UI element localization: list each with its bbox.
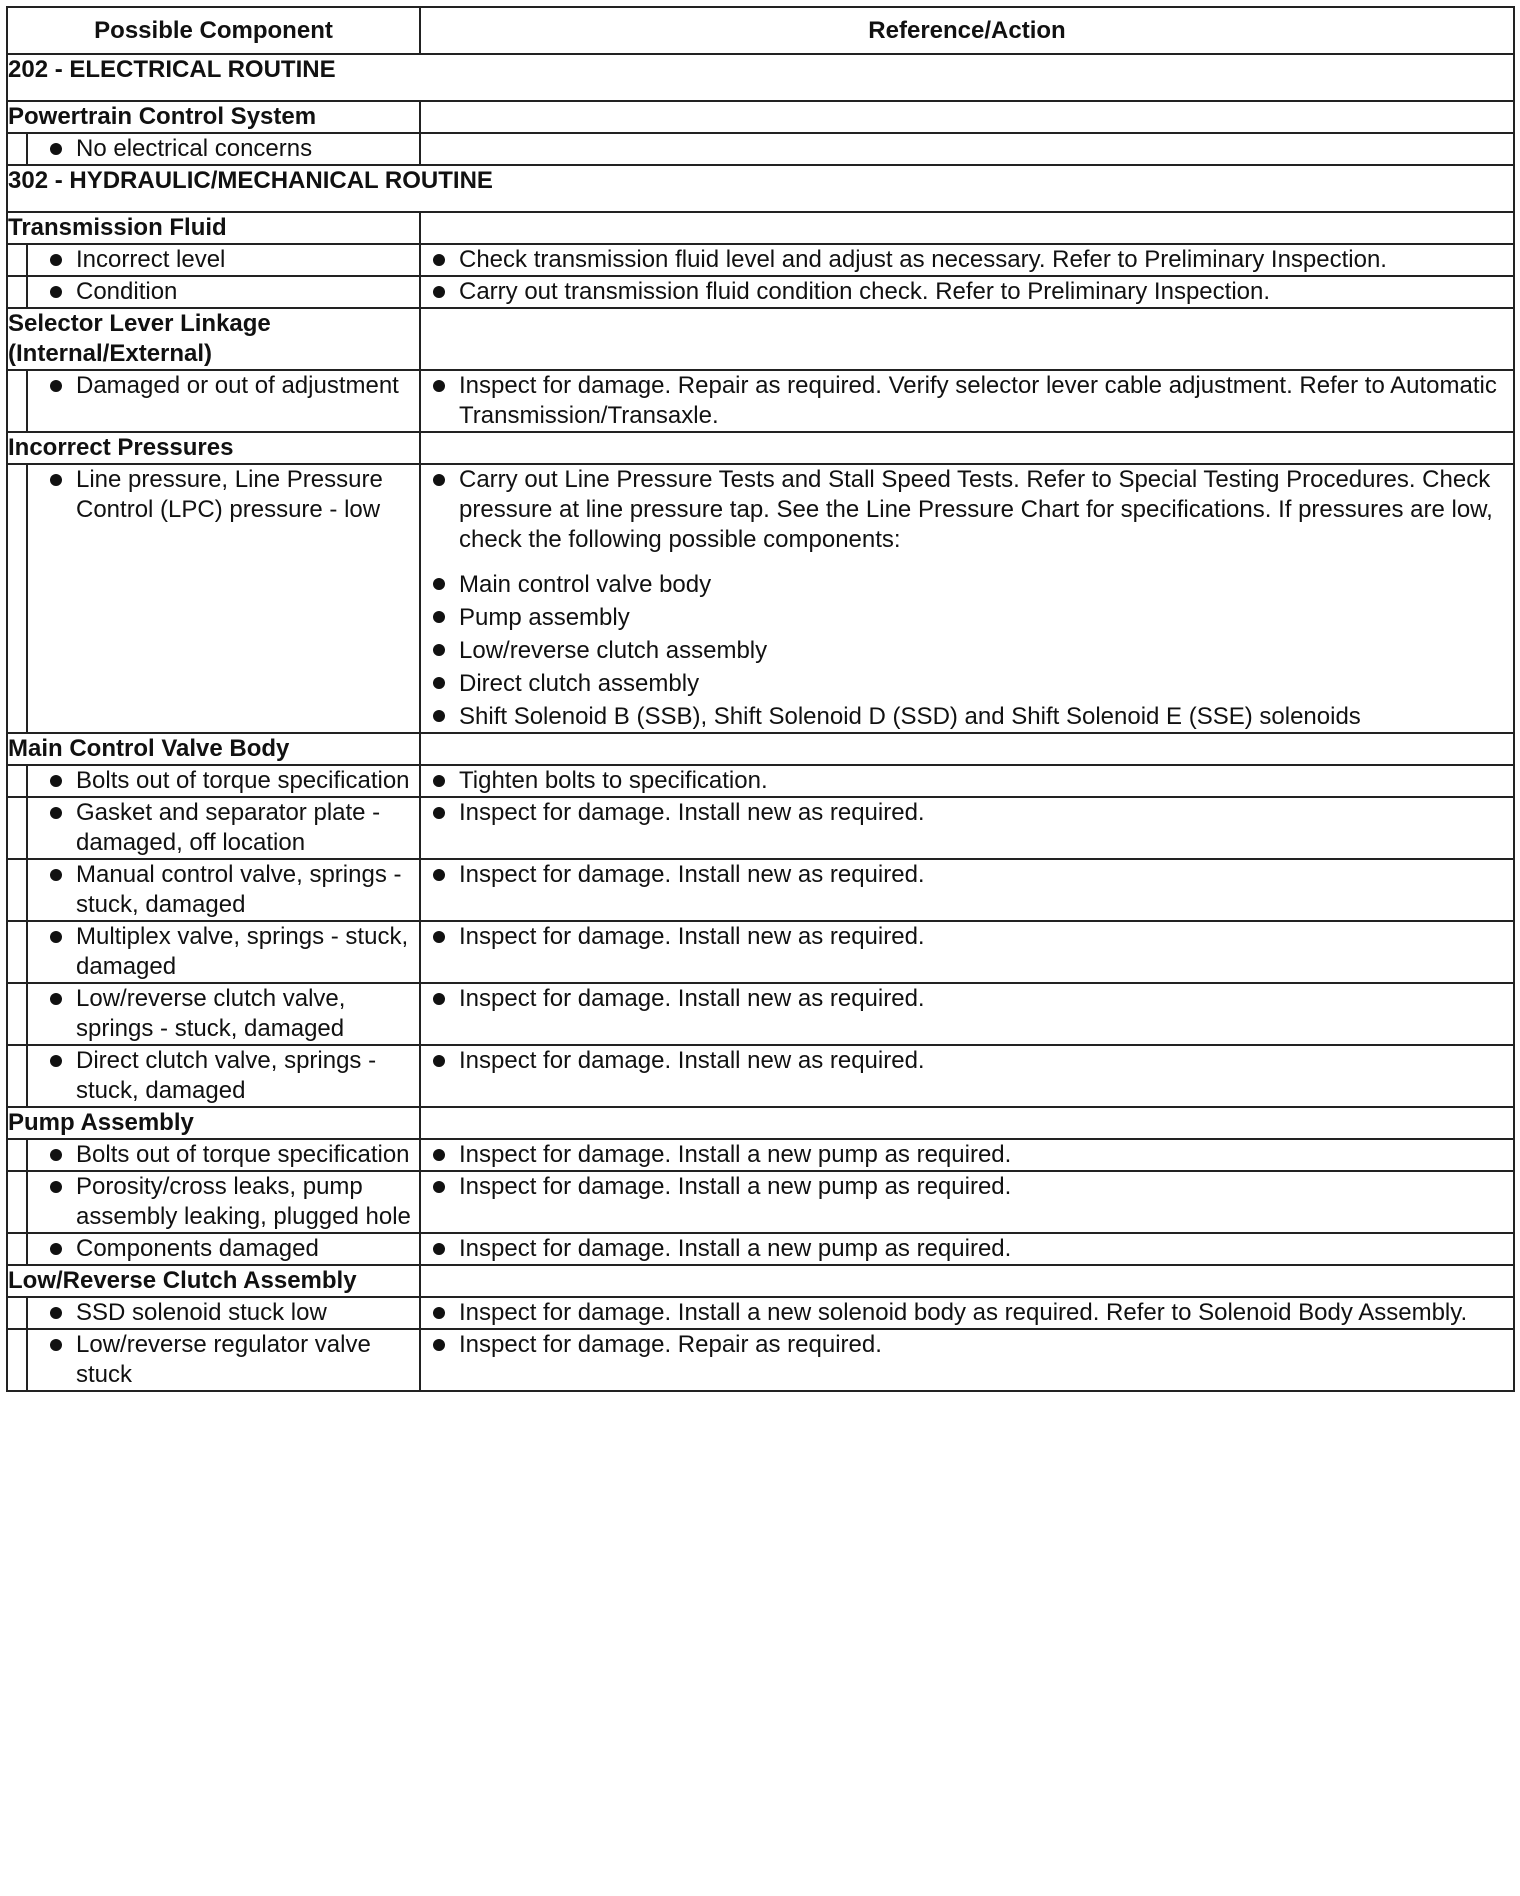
bullet-item <box>28 465 419 525</box>
action-cell <box>420 464 1514 733</box>
group-row <box>7 432 1514 464</box>
component-text: No electrical concerns <box>76 135 313 162</box>
group-heading: Selector Lever Linkage (Internal/External) <box>7 308 420 370</box>
bullet-item <box>421 1172 1513 1202</box>
component-text: Incorrect level <box>76 246 226 273</box>
action-cell <box>420 797 1514 859</box>
table-body <box>7 54 1514 1391</box>
indent-cell <box>7 133 27 165</box>
indent-cell <box>7 765 27 797</box>
table-row <box>7 1233 1514 1265</box>
bullet-item <box>421 1234 1513 1264</box>
group-row <box>7 308 1514 370</box>
bullet-item <box>421 701 1513 732</box>
action-text: Inspect for damage. Repair as required. <box>459 1331 882 1358</box>
table-row <box>7 797 1514 859</box>
bullet-icon <box>433 286 445 298</box>
bullet-icon <box>433 380 445 392</box>
component-text: Line pressure, Line Pressure Control (LPC) pressure - low <box>76 466 383 523</box>
bullet-icon <box>433 474 445 486</box>
action-cell <box>420 276 1514 308</box>
section-row <box>7 165 1514 212</box>
component-text: Manual control valve, springs - stuck, damaged <box>76 861 402 918</box>
component-cell <box>27 1045 420 1107</box>
bullet-icon <box>433 931 445 943</box>
action-text: Inspect for damage. Install a new pump as required. <box>459 1141 1012 1168</box>
table-row <box>7 464 1514 733</box>
action-cell <box>420 133 1514 165</box>
bullet-icon <box>433 1307 445 1319</box>
bullet-item <box>421 668 1513 699</box>
check-list-item: Shift Solenoid B (SSB), Shift Solenoid D (SSD) and Shift Solenoid E (SSE) solenoids <box>459 703 1361 730</box>
action-text: Inspect for damage. Install new as required. <box>459 861 925 888</box>
indent-cell <box>7 859 27 921</box>
action-text: Inspect for damage. Install new as required. <box>459 923 925 950</box>
table-row <box>7 1045 1514 1107</box>
component-cell <box>27 370 420 432</box>
bullet-item <box>28 277 419 307</box>
group-action-cell <box>420 733 1514 765</box>
header-action: Reference/Action <box>420 7 1514 54</box>
component-text: Low/reverse clutch valve, springs - stuck, damaged <box>76 985 346 1042</box>
action-cell <box>420 1297 1514 1329</box>
bullet-icon <box>433 254 445 266</box>
bullet-icon <box>433 807 445 819</box>
bullet-item <box>28 766 419 796</box>
table-row <box>7 1171 1514 1233</box>
component-text: Low/reverse regulator valve stuck <box>76 1331 371 1388</box>
component-cell <box>27 797 420 859</box>
action-text: Inspect for damage. Install a new solenoid body as required. Refer to Solenoid Body Assembly. <box>459 1299 1468 1326</box>
bullet-icon <box>433 710 445 722</box>
action-text: Check transmission fluid level and adjust as necessary. Refer to Preliminary Inspection. <box>459 246 1387 273</box>
bullet-icon <box>433 644 445 656</box>
bullet-icon <box>50 254 62 266</box>
header-row <box>7 7 1514 54</box>
group-row <box>7 212 1514 244</box>
bullet-icon <box>50 1243 62 1255</box>
component-cell <box>27 765 420 797</box>
bullet-icon <box>50 775 62 787</box>
group-heading: Pump Assembly <box>7 1107 420 1139</box>
bullet-item <box>421 766 1513 796</box>
bullet-item <box>28 1298 419 1328</box>
bullet-icon <box>50 931 62 943</box>
section-row <box>7 54 1514 101</box>
bullet-icon <box>433 993 445 1005</box>
bullet-icon <box>433 869 445 881</box>
bullet-icon <box>50 143 62 155</box>
group-action-cell <box>420 1107 1514 1139</box>
bullet-item <box>28 798 419 858</box>
component-text: Porosity/cross leaks, pump assembly leaking, plugged hole <box>76 1173 411 1230</box>
bullet-item <box>421 1046 1513 1076</box>
check-list-item: Main control valve body <box>459 571 712 598</box>
bullet-item <box>28 1140 419 1170</box>
bullet-icon <box>50 1339 62 1351</box>
component-text: Bolts out of torque specification <box>76 767 410 794</box>
action-text: Tighten bolts to specification. <box>459 767 768 794</box>
group-heading: Transmission Fluid <box>7 212 420 244</box>
bullet-icon <box>433 677 445 689</box>
component-text: Gasket and separator plate - damaged, off location <box>76 799 381 856</box>
action-text: Carry out transmission fluid condition check. Refer to Preliminary Inspection. <box>459 278 1271 305</box>
bullet-icon <box>433 1243 445 1255</box>
bullet-item <box>28 860 419 920</box>
table-row <box>7 276 1514 308</box>
component-cell <box>27 464 420 733</box>
component-cell <box>27 1171 420 1233</box>
action-cell <box>420 244 1514 276</box>
component-cell <box>27 1329 420 1391</box>
indent-cell <box>7 1139 27 1171</box>
table-row <box>7 1329 1514 1391</box>
component-cell <box>27 859 420 921</box>
indent-cell <box>7 464 27 733</box>
indent-cell <box>7 1297 27 1329</box>
action-cell <box>420 859 1514 921</box>
bullet-icon <box>433 611 445 623</box>
group-heading: Main Control Valve Body <box>7 733 420 765</box>
group-heading: Incorrect Pressures <box>7 432 420 464</box>
table-row <box>7 921 1514 983</box>
bullet-item <box>28 1046 419 1106</box>
bullet-item <box>28 245 419 275</box>
indent-cell <box>7 244 27 276</box>
action-cell <box>420 1045 1514 1107</box>
bullet-icon <box>50 869 62 881</box>
bullet-icon <box>433 1339 445 1351</box>
group-action-cell <box>420 101 1514 133</box>
component-text: Direct clutch valve, springs - stuck, damaged <box>76 1047 377 1104</box>
bullet-icon <box>50 1055 62 1067</box>
bullet-item <box>421 277 1513 307</box>
bullet-item <box>421 569 1513 600</box>
action-text: Inspect for damage. Install a new pump as required. <box>459 1235 1012 1262</box>
bullet-item <box>28 134 419 164</box>
table-row <box>7 765 1514 797</box>
table-row <box>7 1297 1514 1329</box>
bullet-item <box>28 371 419 401</box>
bullet-item <box>421 984 1513 1014</box>
action-cell <box>420 370 1514 432</box>
table-row <box>7 859 1514 921</box>
component-text: Bolts out of torque specification <box>76 1141 410 1168</box>
table-row <box>7 370 1514 432</box>
group-action-cell <box>420 212 1514 244</box>
action-cell <box>420 983 1514 1045</box>
group-heading: Powertrain Control System <box>7 101 420 133</box>
group-row <box>7 1265 1514 1297</box>
bullet-item <box>421 1298 1513 1328</box>
bullet-icon <box>50 1181 62 1193</box>
bullet-icon <box>433 1055 445 1067</box>
table-row <box>7 244 1514 276</box>
indent-cell <box>7 1045 27 1107</box>
bullet-icon <box>50 1149 62 1161</box>
component-check-list <box>421 569 1513 732</box>
action-text: Inspect for damage. Install new as required. <box>459 985 925 1012</box>
action-cell <box>420 1171 1514 1233</box>
bullet-item <box>421 465 1513 555</box>
bullet-item <box>421 922 1513 952</box>
component-text: Condition <box>76 278 178 305</box>
group-row <box>7 1107 1514 1139</box>
check-list-item: Direct clutch assembly <box>459 670 700 697</box>
group-row <box>7 101 1514 133</box>
component-text: Damaged or out of adjustment <box>76 372 399 399</box>
bullet-icon <box>433 1181 445 1193</box>
bullet-icon <box>50 474 62 486</box>
bullet-icon <box>433 578 445 590</box>
bullet-item <box>421 371 1513 431</box>
bullet-item <box>421 860 1513 890</box>
bullet-item <box>28 1234 419 1264</box>
indent-cell <box>7 797 27 859</box>
check-list-item: Low/reverse clutch assembly <box>459 637 768 664</box>
indent-cell <box>7 1171 27 1233</box>
component-cell <box>27 983 420 1045</box>
component-text: Multiplex valve, springs - stuck, damaged <box>76 923 409 980</box>
bullet-icon <box>50 1307 62 1319</box>
bullet-item <box>421 245 1513 275</box>
group-action-cell <box>420 308 1514 370</box>
bullet-item <box>28 1172 419 1232</box>
table-row <box>7 1139 1514 1171</box>
group-action-cell <box>420 1265 1514 1297</box>
table-row <box>7 983 1514 1045</box>
bullet-item <box>28 984 419 1044</box>
action-text: Carry out Line Pressure Tests and Stall Speed Tests. Refer to Special Testing Procedures. Check pressure at line pressure tap. See the Line Pressure Chart for specifications. If pressures are low, check the following possible components: <box>459 466 1493 553</box>
group-heading: Low/Reverse Clutch Assembly <box>7 1265 420 1297</box>
component-cell <box>27 1297 420 1329</box>
bullet-item <box>421 1140 1513 1170</box>
indent-cell <box>7 983 27 1045</box>
group-action-cell <box>420 432 1514 464</box>
bullet-icon <box>50 380 62 392</box>
component-text: Components damaged <box>76 1235 319 1262</box>
component-cell <box>27 921 420 983</box>
bullet-icon <box>433 775 445 787</box>
bullet-icon <box>50 286 62 298</box>
section-heading: 302 - HYDRAULIC/MECHANICAL ROUTINE <box>7 165 1514 212</box>
bullet-item <box>28 922 419 982</box>
bullet-item <box>421 602 1513 633</box>
indent-cell <box>7 1233 27 1265</box>
indent-cell <box>7 1329 27 1391</box>
action-cell <box>420 921 1514 983</box>
indent-cell <box>7 921 27 983</box>
diagnostic-table <box>6 6 1515 1392</box>
bullet-item <box>421 1330 1513 1360</box>
table-row <box>7 133 1514 165</box>
bullet-icon <box>50 807 62 819</box>
action-cell <box>420 1233 1514 1265</box>
action-text: Inspect for damage. Install a new pump as required. <box>459 1173 1012 1200</box>
bullet-item <box>421 798 1513 828</box>
bullet-item <box>421 635 1513 666</box>
action-text: Inspect for damage. Install new as required. <box>459 799 925 826</box>
component-cell <box>27 1139 420 1171</box>
action-text: Inspect for damage. Repair as required. Verify selector lever cable adjustment. Refer to Automatic Transmission/Transaxle. <box>459 372 1497 429</box>
action-cell <box>420 1329 1514 1391</box>
component-cell <box>27 133 420 165</box>
group-row <box>7 733 1514 765</box>
indent-cell <box>7 370 27 432</box>
action-cell <box>420 765 1514 797</box>
action-text: Inspect for damage. Install new as required. <box>459 1047 925 1074</box>
component-text: SSD solenoid stuck low <box>76 1299 327 1326</box>
bullet-icon <box>50 993 62 1005</box>
component-cell <box>27 244 420 276</box>
action-cell <box>420 1139 1514 1171</box>
bullet-item <box>28 1330 419 1390</box>
section-heading: 202 - ELECTRICAL ROUTINE <box>7 54 1514 101</box>
bullet-icon <box>433 1149 445 1161</box>
header-component: Possible Component <box>7 7 420 54</box>
indent-cell <box>7 276 27 308</box>
component-cell <box>27 276 420 308</box>
component-cell <box>27 1233 420 1265</box>
check-list-item: Pump assembly <box>459 604 630 631</box>
